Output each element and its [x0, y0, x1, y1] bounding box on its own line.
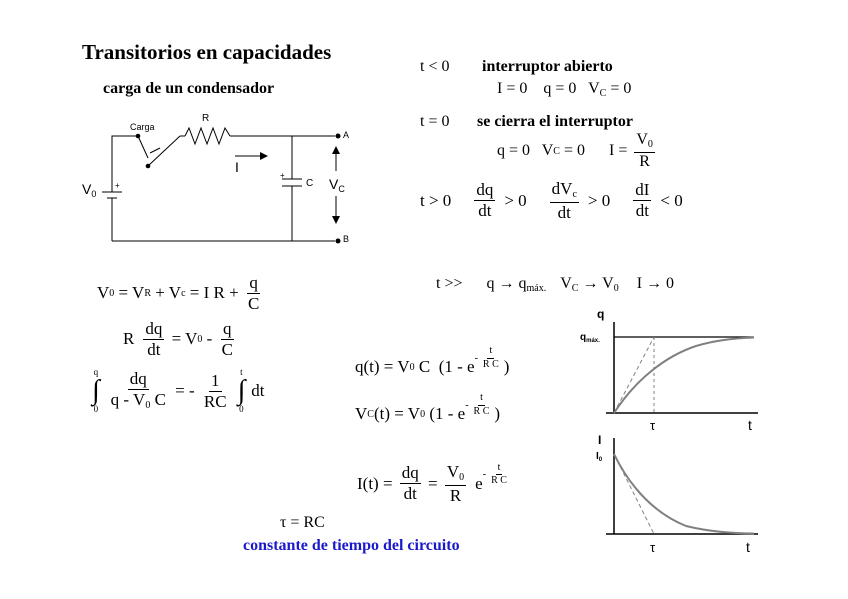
graph-current-ylabel: I	[598, 433, 602, 447]
switch-blade	[138, 136, 148, 158]
resistor-symbol	[185, 128, 230, 144]
page-title: Transitorios en capacidades	[82, 40, 332, 64]
cond-row2-eq: q = 0 V C = 0 I = $\frac{V_0}{R}$	[497, 131, 653, 170]
eq-q-of-t: q(t) = V 0 C (1 - e - $\frac{t}{\text{R C}}$ )	[355, 345, 510, 376]
cond-row1-t: t < 0	[420, 58, 450, 75]
battery-plus: +	[115, 181, 120, 190]
tau-equation: τ = RC	[280, 514, 325, 531]
eq-integral: q ∫ 0 $\frac{dq}{q - V_0 C}$ = - $\frac{1}{RC}$ t ∫ 0 dt	[92, 367, 265, 414]
node-a-label: A	[343, 130, 350, 140]
vc-label	[329, 176, 345, 194]
source-label	[82, 181, 96, 199]
graph-charge-curve	[614, 338, 754, 414]
vc-arrow-up-head	[332, 146, 340, 154]
eq-diff: R $\frac{dq}{dt}$ = V 0 - $\frac{q}{C}$	[123, 319, 233, 359]
cond-row1-label: interruptor abierto	[482, 58, 613, 75]
cap-label: C	[306, 178, 314, 189]
node-b-dot	[336, 239, 341, 244]
graph-current-i0-label	[596, 451, 603, 463]
node-b-label: B	[343, 234, 350, 244]
graph-charge-t-label: t	[748, 417, 752, 433]
source-label-sub: 0	[91, 189, 97, 199]
vc-label-main: V	[329, 176, 339, 192]
graph-charge-qmax-sub: máx.	[586, 338, 600, 344]
switch-node-1	[136, 134, 141, 139]
eq-i-of-t: I(t) = $\frac{dq}{dt}$ = $\frac{V_0}{R}$ e - $\frac{t}{\text{R C}}$	[357, 461, 507, 505]
transient-graphs	[576, 304, 776, 560]
cond-row2-t: t = 0	[420, 113, 450, 130]
eq-vc-of-t: V C (t) = V 0 (1 - e - $\frac{t}{\text{R C}}$ )	[355, 392, 501, 423]
cond-row1-eq: I = 0 q = 0 $V_C = 0$	[497, 80, 632, 99]
eq-kvl: V 0 = V R + V c = I R + $\frac{q}{C}$	[97, 273, 260, 313]
graph-charge-qmax-label	[580, 332, 600, 344]
switch-label: Carga	[130, 122, 155, 132]
graph-charge-qmax-main: q	[580, 332, 587, 343]
node-a-dot	[336, 134, 341, 139]
graph-current	[596, 433, 758, 555]
switch-arrow	[150, 148, 160, 153]
integral-sign-2: t ∫ 0	[237, 367, 246, 414]
graph-charge-tau-label: τ	[650, 418, 656, 433]
vc-label-sub: C	[338, 184, 345, 194]
integral-sign-1: q ∫ 0	[92, 367, 100, 414]
graph-current-i0-sub: 0	[598, 457, 603, 463]
graph-current-i0-main: I	[596, 451, 599, 462]
graph-charge-ylabel: q	[597, 307, 605, 321]
graph-current-curve	[614, 454, 754, 534]
graph-current-t-label: t	[746, 539, 750, 555]
graph-charge	[580, 307, 758, 433]
rc-circuit-diagram	[80, 108, 370, 256]
graph-current-tau-label: τ	[650, 540, 656, 555]
cond-row2-label: se cierra el interruptor	[477, 113, 633, 130]
switch-lever	[148, 136, 180, 166]
vc-arrow-down-head	[332, 216, 340, 224]
tau-description: constante de tiempo del circuito	[243, 537, 460, 554]
source-label-main: V	[82, 181, 92, 197]
cond-row3: t > 0 $\frac{dq}{dt}$ > 0 $\frac{dV_c}{dt}$ > 0 $\frac{dI}{dt}$ < 0	[420, 179, 683, 222]
cap-plus: +	[280, 171, 285, 180]
wire-left-top	[112, 136, 138, 165]
current-arrow-head	[260, 152, 268, 160]
switch-node-2	[146, 164, 151, 169]
current-label: I	[235, 159, 239, 175]
cond-row4: $t >> q \to q_{máx.}$ $V_C \to V_0$ I → 0	[436, 275, 675, 294]
subtitle: carga de un condensador	[103, 80, 275, 97]
resistor-label: R	[202, 113, 210, 124]
